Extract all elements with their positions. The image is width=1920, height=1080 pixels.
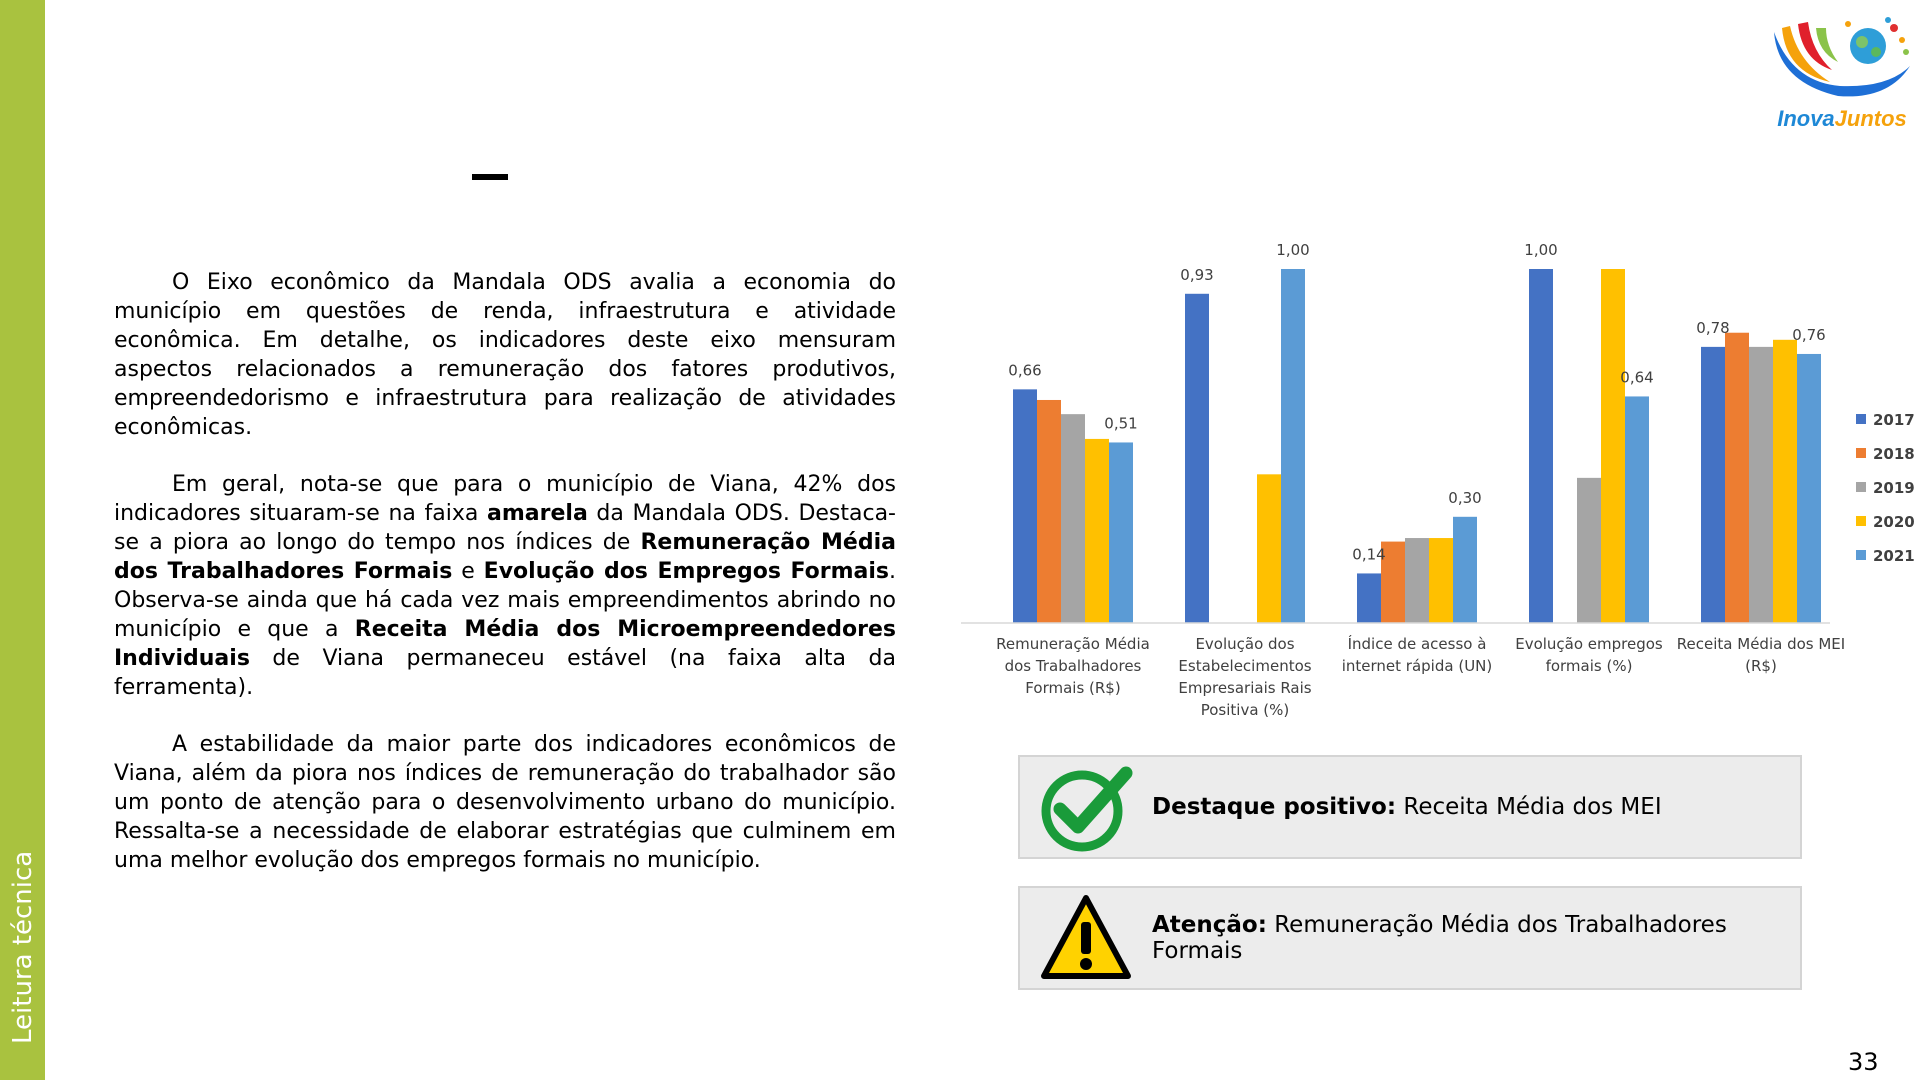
attention-text: Atenção: Remuneração Média dos Trabalhadores Formais	[1152, 912, 1727, 964]
paragraph-1: O Eixo econômico da Mandala ODS avalia a economia do município em questões de renda, infraestrutura e atividade econômica. Em detalhe, os indicadores deste eixo mensuram aspectos relacionados a remuneração dos fatores produtivos, empreendedorismo e infraestrutura para realização de atividades econômicas.	[114, 270, 896, 440]
bar-2017-cat4	[1529, 269, 1553, 623]
paragraph-2: Em geral, nota-se que para o município de Viana, 42% dos indicadores situaram-se na faixa amarela da Mandala ODS. Destaca-se a piora ao longo do tempo nos índices de Remuneração Média dos Trabalhadores Formais e Evolução dos Empregos Formais. Observa-se ainda que há cada vez mais empreendimentos abrindo no município e que a Receita Média dos Microempreendedores Individuais de Viana permaneceu estável (na faixa alta da ferramenta).	[114, 472, 897, 700]
bar-2018-cat5	[1725, 333, 1749, 623]
data-label: 0,64	[1620, 368, 1654, 387]
bar-2021-cat3	[1453, 517, 1477, 623]
bar-2019-cat4	[1577, 478, 1601, 623]
data-label: 0,93	[1180, 265, 1214, 284]
title-dash	[472, 174, 508, 180]
category-label: Receita Média dos MEI	[1676, 635, 1846, 653]
logo-text: InovaJuntos	[1777, 106, 1907, 131]
data-label: 0,14	[1352, 545, 1386, 564]
bar-2018-cat1	[1037, 400, 1061, 623]
data-label: 1,00	[1524, 241, 1558, 259]
data-label: 1,00	[1276, 241, 1310, 259]
bar-2020-cat2	[1257, 474, 1281, 623]
category-label: Estabelecimentos	[1178, 657, 1312, 675]
bar-2021-cat1	[1109, 442, 1133, 623]
category-label: internet rápida (UN)	[1341, 657, 1493, 675]
data-label: 0,66	[1008, 361, 1042, 380]
bar-2017-cat1	[1013, 389, 1037, 623]
legend-swatch-2021	[1856, 550, 1866, 560]
legend-label: 2020	[1873, 513, 1915, 531]
body-text	[114, 268, 896, 903]
data-label: 0,78	[1696, 318, 1730, 337]
bar-2021-cat5	[1797, 354, 1821, 623]
bar-2017-cat3	[1357, 573, 1381, 623]
data-label: 0,76	[1792, 325, 1826, 344]
bar-2019-cat5	[1749, 347, 1773, 623]
bar-chart	[955, 241, 1915, 725]
sidebar	[0, 0, 45, 1080]
attention-callout	[1018, 886, 1802, 990]
legend-swatch-2019	[1856, 482, 1866, 492]
legend-label: 2017	[1873, 411, 1915, 429]
data-label: 0,51	[1104, 414, 1138, 433]
legend-swatch-2020	[1856, 516, 1866, 526]
category-label: dos Trabalhadores	[1004, 657, 1142, 675]
paragraph-3: A estabilidade da maior parte dos indicadores econômicos de Viana, além da piora nos índices de remuneração do trabalhador são um ponto de atenção para o desenvolvimento urbano do município. Ressalta-se a necessidade de elaborar estratégias que culminem em uma melhor evolução dos empregos formais no município.	[114, 732, 896, 873]
category-label: Evolução dos	[1195, 635, 1295, 653]
legend-swatch-2018	[1856, 448, 1866, 458]
bar-2021-cat2	[1281, 269, 1305, 623]
positive-highlight-text: Destaque positivo: Receita Média dos MEI	[1152, 794, 1662, 820]
legend-label: 2018	[1873, 445, 1915, 463]
sidebar-label: Leitura técnica	[8, 850, 38, 1044]
positive-highlight-callout	[1018, 755, 1802, 859]
category-label: Índice de acesso à	[1347, 635, 1487, 653]
bar-2019-cat3	[1405, 538, 1429, 623]
category-label: Formais (R$)	[1025, 679, 1121, 697]
check-icon	[1038, 759, 1134, 855]
legend-label: 2019	[1873, 479, 1915, 497]
warning-icon	[1038, 890, 1134, 986]
data-label: 0,30	[1448, 488, 1482, 507]
bar-2017-cat5	[1701, 347, 1725, 623]
bar-2020-cat1	[1085, 439, 1109, 623]
legend-swatch-2017	[1856, 414, 1866, 424]
bar-2020-cat4	[1601, 269, 1625, 623]
category-label: Evolução empregos	[1515, 635, 1663, 653]
bar-2021-cat4	[1625, 396, 1649, 623]
category-label: formais (%)	[1545, 657, 1633, 675]
category-label: Empresariais Rais	[1178, 679, 1312, 697]
category-label: Remuneração Média	[996, 635, 1150, 653]
category-label: (R$)	[1745, 657, 1777, 675]
legend-label: 2021	[1873, 547, 1915, 565]
category-label: Positiva (%)	[1200, 701, 1290, 719]
bar-2020-cat5	[1773, 340, 1797, 623]
bar-2019-cat1	[1061, 414, 1085, 623]
page-number: 33	[1848, 1048, 1879, 1076]
bar-2020-cat3	[1429, 538, 1453, 623]
bar-2017-cat2	[1185, 294, 1209, 623]
